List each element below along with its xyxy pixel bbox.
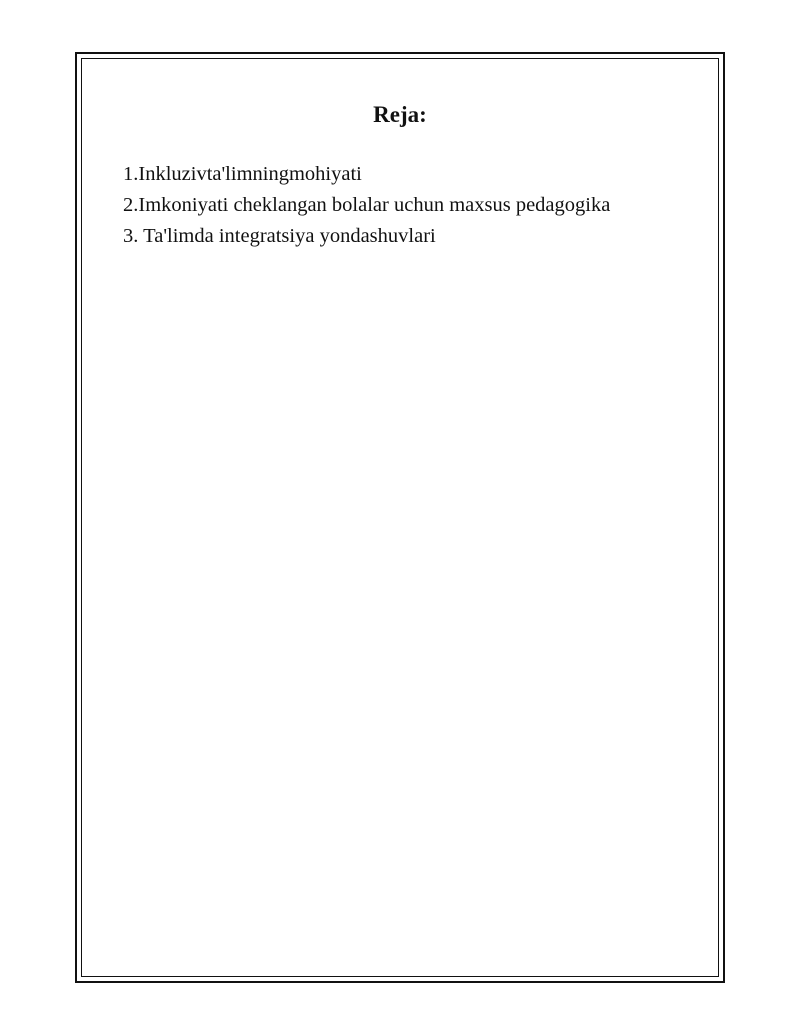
page-border <box>75 52 725 983</box>
plan-item-2: 2.Imkoniyati cheklangan bolalar uchun maxsus pedagogika <box>123 194 611 216</box>
plan-list <box>123 159 610 252</box>
page-title: Reja: <box>373 102 427 127</box>
plan-item-3: 3. Ta'limda integratsiya yondashuvlari <box>123 225 436 247</box>
page-border-inner <box>81 58 719 977</box>
plan-item-1: 1.Inkluzivta'limningmohiyati <box>123 163 362 185</box>
